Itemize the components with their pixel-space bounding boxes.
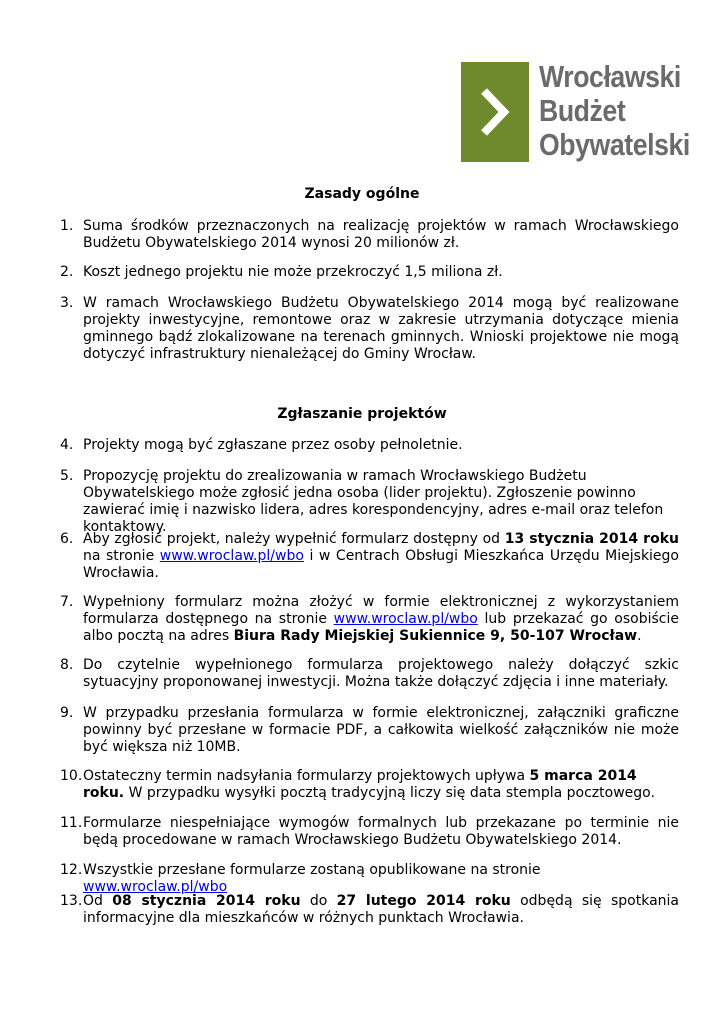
item-number: 13. bbox=[60, 893, 83, 909]
text-run: lub przekazać go osobiście albo pocztą na adres bbox=[83, 611, 679, 644]
text-run: do bbox=[300, 893, 337, 909]
item-number: 10. bbox=[60, 768, 83, 784]
list-item-12 bbox=[60, 862, 679, 896]
item-text bbox=[83, 768, 679, 802]
item-text bbox=[83, 594, 679, 645]
item-text: Koszt jednego projektu nie może przekroczyć 1,5 miliona zł. bbox=[83, 264, 503, 280]
text-run: Ostateczny termin nadsyłania formularzy projektowych upływa bbox=[83, 768, 530, 784]
item-number: 5. bbox=[60, 468, 74, 484]
deadline-highlight: 5 marca 2014 roku. bbox=[83, 768, 637, 801]
list-item-9 bbox=[60, 705, 679, 756]
text-run: odbędą się spotkania informacyjne dla mieszkańców w różnych punktach Wrocławia. bbox=[83, 893, 679, 926]
section-title-general: Zasady ogólne bbox=[304, 186, 420, 202]
list-item-6 bbox=[60, 531, 679, 582]
list-item-7 bbox=[60, 594, 679, 645]
text-run: W przypadku wysyłki pocztą tradycyjną liczy się data stempla pocztowego. bbox=[124, 785, 655, 801]
text-run: Wszystkie przesłane formularze zostaną opublikowane na stronie bbox=[83, 862, 541, 878]
item-number: 4. bbox=[60, 437, 74, 453]
address-highlight: Biura Rady Miejskiej Sukiennice 9, 50-107 Wrocław bbox=[233, 628, 638, 644]
item-number: 9. bbox=[60, 705, 74, 721]
item-text bbox=[83, 531, 679, 582]
list-item-10 bbox=[60, 768, 679, 802]
logo bbox=[461, 59, 690, 172]
list-item-5 bbox=[60, 468, 679, 536]
logo-mark bbox=[461, 62, 529, 162]
item-text: Propozycję projektu do zrealizowania w ramach Wrocławskiego Budżetu Obywatelskiego może zgłosić jedna osoba (lider projektu). Zgłoszenie powinno zawierać imię i nazwisko lidera, adres korespondencyjny, adres e-mail oraz telefon kontaktowy. bbox=[83, 468, 664, 535]
list-item-8 bbox=[60, 657, 679, 691]
item-number: 3. bbox=[60, 295, 74, 311]
item-number: 6. bbox=[60, 531, 74, 547]
text-run: . bbox=[637, 628, 642, 644]
item-text: Formularze niespełniające wymogów formalnych lub przekazane po terminie nie będą procedowane w ramach Wrocławskiego Budżetu Obywatelskiego 2014. bbox=[83, 815, 679, 848]
date-highlight: 27 lutego 2014 roku bbox=[336, 893, 511, 909]
item-text: W przypadku przesłania formularza w formie elektronicznej, załączniki graficzne powinny być przesłane w formacie PDF, a całkowita wielkość załączników nie może być większa niż 10MB. bbox=[83, 705, 679, 755]
logo-line-2: Budżet bbox=[539, 93, 626, 128]
wbo-link[interactable]: www.wroclaw.pl/wbo bbox=[159, 548, 304, 564]
logo-wordmark bbox=[539, 60, 690, 162]
date-highlight: 08 stycznia 2014 roku bbox=[112, 893, 301, 909]
text-run: Od bbox=[83, 893, 113, 909]
wbo-link[interactable]: www.wroclaw.pl/wbo bbox=[83, 879, 228, 895]
item-number: 8. bbox=[60, 657, 74, 673]
chevron-right-icon bbox=[479, 87, 511, 137]
item-number: 11. bbox=[60, 815, 83, 831]
date-highlight: 13 stycznia 2014 roku bbox=[504, 531, 679, 547]
text-run: Wypełniony formularz można złożyć w formie elektronicznej z wykorzystaniem formularza dostępnego na stronie bbox=[83, 594, 679, 627]
list-item-11 bbox=[60, 815, 679, 849]
wbo-link[interactable]: www.wroclaw.pl/wbo bbox=[333, 611, 478, 627]
item-number: 7. bbox=[60, 594, 74, 610]
logo-line-3: Obywatelski bbox=[539, 127, 690, 162]
item-number: 2. bbox=[60, 264, 74, 280]
list-item-1 bbox=[60, 218, 679, 252]
item-text bbox=[83, 893, 679, 927]
text-run: Aby zgłosić projekt, należy wypełnić formularz dostępny od bbox=[83, 531, 505, 547]
list-item-3 bbox=[60, 295, 679, 363]
list-item-4 bbox=[60, 437, 679, 454]
item-number: 1. bbox=[60, 218, 74, 234]
item-number: 12. bbox=[60, 862, 83, 878]
logo-line-1: Wrocławski bbox=[539, 59, 681, 94]
list-item-2 bbox=[60, 264, 679, 281]
list-item-13 bbox=[60, 893, 679, 927]
item-text bbox=[83, 862, 679, 896]
item-text: W ramach Wrocławskiego Budżetu Obywatelskiego 2014 mogą być realizowane projekty inwestycyjne, remontowe oraz w zakresie utrzymania dotyczące mienia gminnego bądź zlokalizowane na terenach gminnych. Wnioski projektowe nie mogą dotyczyć infrastruktury nienależącej do Gminy Wrocław. bbox=[83, 295, 679, 362]
item-text: Suma środków przeznaczonych na realizację projektów w ramach Wrocławskiego Budżetu Obywatelskiego 2014 wynosi 20 milionów zł. bbox=[83, 218, 679, 251]
item-text: Do czytelnie wypełnionego formularza projektowego należy dołączyć szkic sytuacyjny proponowanej inwestycji. Można także dołączyć zdjęcia i inne materiały. bbox=[83, 657, 679, 690]
item-text: Projekty mogą być zgłaszane przez osoby pełnoletnie. bbox=[83, 437, 463, 453]
text-run: i w Centrach Obsługi Mieszkańca Urzędu Miejskiego Wrocławia. bbox=[83, 548, 680, 581]
section-title-submission: Zgłaszanie projektów bbox=[277, 406, 447, 422]
text-run: na stronie bbox=[83, 548, 160, 564]
